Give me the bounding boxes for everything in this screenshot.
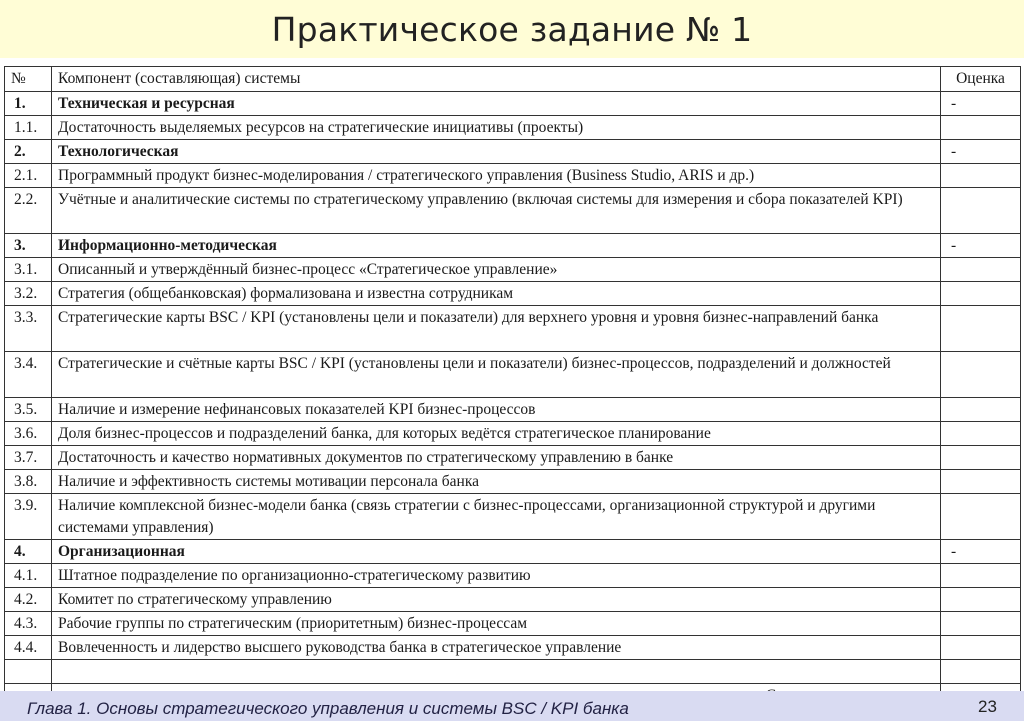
row-num: 3.: [5, 234, 52, 258]
table-row-section: [5, 92, 1021, 116]
row-num: 2.2.: [5, 188, 52, 234]
row-component: Технологическая: [52, 140, 941, 164]
row-component: Комитет по стратегическому управлению: [52, 588, 941, 612]
row-score: [941, 116, 1021, 140]
row-num: 4.3.: [5, 612, 52, 636]
table-row: [5, 588, 1021, 612]
row-num: 3.6.: [5, 422, 52, 446]
row-num: 3.9.: [5, 494, 52, 540]
row-component: Вовлеченность и лидерство высшего руководства банка в стратегическое управление: [52, 636, 941, 660]
table-row: [5, 116, 1021, 140]
row-num: 3.8.: [5, 470, 52, 494]
row-component: Наличие и измерение нефинансовых показателей KPI бизнес-процессов: [52, 398, 941, 422]
row-score: [941, 398, 1021, 422]
table-row-section: [5, 140, 1021, 164]
assessment-table-container: [4, 66, 1020, 708]
row-score: -: [941, 234, 1021, 258]
row-num: 4.: [5, 540, 52, 564]
row-num: 3.1.: [5, 258, 52, 282]
row-component: Учётные и аналитические системы по стратегическому управлению (включая системы для измерения и сбора показателей KPI): [52, 188, 941, 234]
table-row: [5, 164, 1021, 188]
row-num: 3.3.: [5, 306, 52, 352]
row-score-empty: [941, 660, 1021, 684]
footer-bar: [0, 691, 1024, 721]
row-component: Наличие и эффективность системы мотивации персонала банка: [52, 470, 941, 494]
row-score: [941, 258, 1021, 282]
table-row: [5, 258, 1021, 282]
table-row: [5, 282, 1021, 306]
row-num: 2.: [5, 140, 52, 164]
page-number: 23: [978, 697, 997, 716]
title-bar: [0, 0, 1024, 58]
table-row: [5, 564, 1021, 588]
row-score: -: [941, 140, 1021, 164]
row-score: [941, 422, 1021, 446]
row-num: 2.1.: [5, 164, 52, 188]
row-component: Информационно-методическая: [52, 234, 941, 258]
table-row: [5, 612, 1021, 636]
row-num: 4.1.: [5, 564, 52, 588]
row-component: Доля бизнес-процессов и подразделений банка, для которых ведётся стратегическое планирование: [52, 422, 941, 446]
assessment-table: [4, 66, 1021, 708]
row-score: [941, 636, 1021, 660]
table-row: [5, 188, 1021, 234]
row-score: [941, 164, 1021, 188]
row-num: 3.2.: [5, 282, 52, 306]
table-row: [5, 446, 1021, 470]
row-score: [941, 446, 1021, 470]
row-component: Штатное подразделение по организационно-стратегическому развитию: [52, 564, 941, 588]
row-score: [941, 494, 1021, 540]
row-component: Стратегические карты BSC / KPI (установлены цели и показатели) для верхнего уровня и уровня бизнес-направлений банка: [52, 306, 941, 352]
row-component-empty: [52, 660, 941, 684]
table-row: [5, 398, 1021, 422]
row-score: -: [941, 92, 1021, 116]
row-num-empty: [5, 660, 52, 684]
row-score: [941, 352, 1021, 398]
table-header-row: [5, 67, 1021, 92]
row-score: -: [941, 540, 1021, 564]
row-score: [941, 470, 1021, 494]
row-component: Стратегия (общебанковская) формализована и известна сотрудникам: [52, 282, 941, 306]
table-row: [5, 352, 1021, 398]
footer-chapter-text: Глава 1. Основы стратегического управления и системы BSC / KPI банка: [27, 699, 629, 718]
table-row-section: [5, 234, 1021, 258]
row-component: Достаточность выделяемых ресурсов на стратегические инициативы (проекты): [52, 116, 941, 140]
header-component: Компонент (составляющая) системы: [52, 67, 941, 92]
row-component: Описанный и утверждённый бизнес-процесс «Стратегическое управление»: [52, 258, 941, 282]
table-body: [5, 92, 1021, 708]
row-component: Достаточность и качество нормативных документов по стратегическому управлению в банке: [52, 446, 941, 470]
row-component: Наличие комплексной бизнес-модели банка (связь стратегии с бизнес-процессами, организационной структурой и другими системами управления): [52, 494, 941, 540]
row-score: [941, 282, 1021, 306]
row-num: 4.2.: [5, 588, 52, 612]
table-row: [5, 494, 1021, 540]
row-num: 3.5.: [5, 398, 52, 422]
row-num: 1.: [5, 92, 52, 116]
table-row: [5, 422, 1021, 446]
header-num: №: [5, 67, 52, 92]
header-score: Оценка: [941, 67, 1021, 92]
row-score: [941, 306, 1021, 352]
row-component: Рабочие группы по стратегическим (приоритетным) бизнес-процессам: [52, 612, 941, 636]
row-num: 3.4.: [5, 352, 52, 398]
table-row: [5, 470, 1021, 494]
slide-title: Практическое задание № 1: [271, 9, 753, 49]
row-num: 1.1.: [5, 116, 52, 140]
row-component: Организационная: [52, 540, 941, 564]
table-row-empty: [5, 660, 1021, 684]
row-score: [941, 588, 1021, 612]
row-component: Техническая и ресурсная: [52, 92, 941, 116]
row-num: 4.4.: [5, 636, 52, 660]
row-score: [941, 612, 1021, 636]
row-score: [941, 564, 1021, 588]
row-component: Программный продукт бизнес-моделирования / стратегического управления (Business Studio, ARIS и др.): [52, 164, 941, 188]
row-num: 3.7.: [5, 446, 52, 470]
table-row: [5, 636, 1021, 660]
table-row: [5, 306, 1021, 352]
table-row-section: [5, 540, 1021, 564]
row-score: [941, 188, 1021, 234]
row-component: Стратегические и счётные карты BSC / KPI (установлены цели и показатели) бизнес-процессов, подразделений и должностей: [52, 352, 941, 398]
